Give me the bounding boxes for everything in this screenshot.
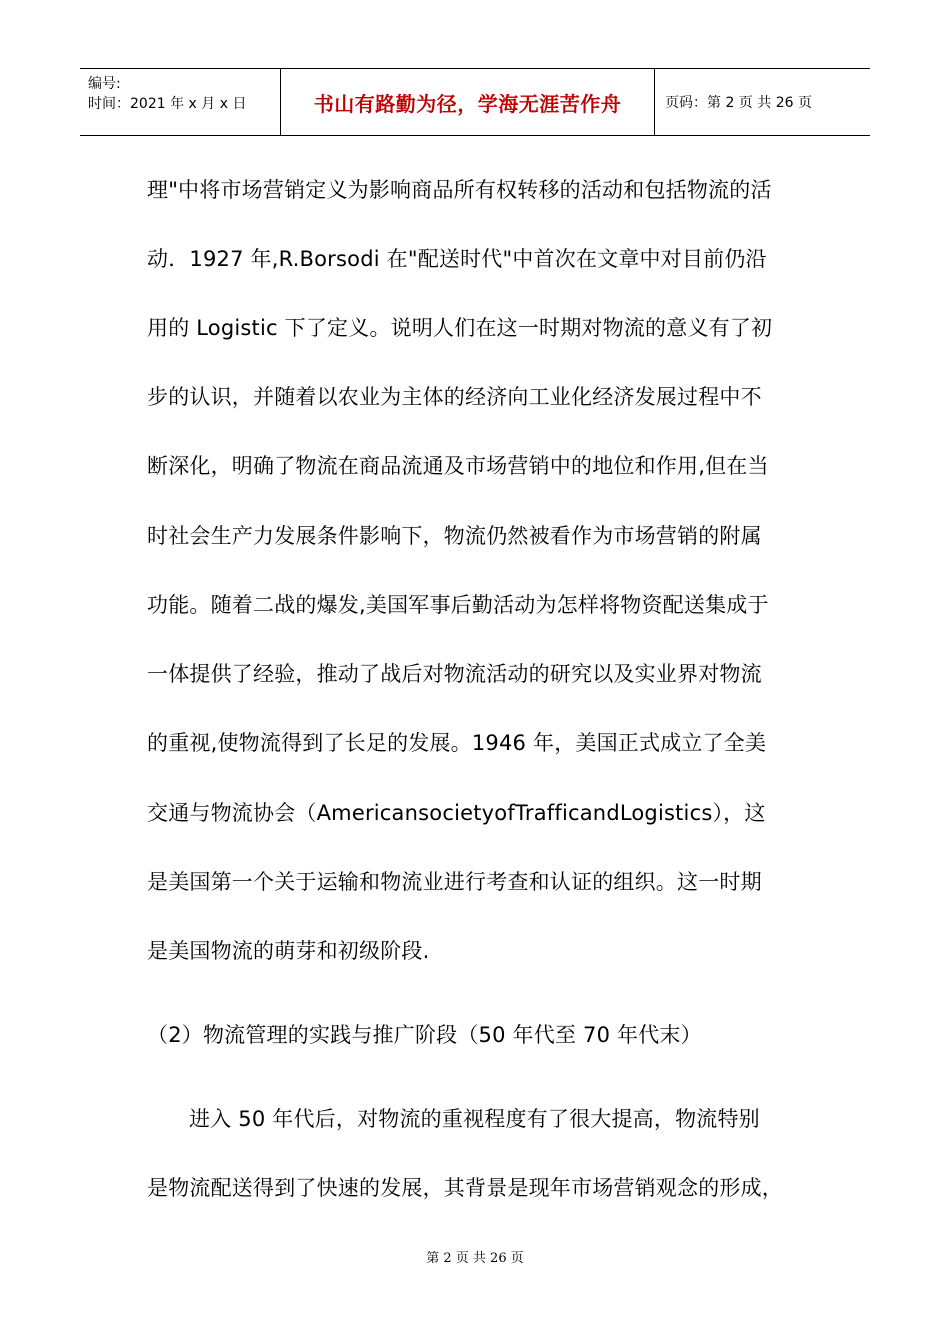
body-line: 动．1927 年,R.Borsodi 在"配送时代"中首次在文章中对目前仍沿 xyxy=(147,247,767,271)
body-line: 一体提供了经验，推动了战后对物流活动的研究以及实业界对物流 xyxy=(147,662,762,686)
body-line: 进入 50 年代后，对物流的重视程度有了很大提高，物流特别 xyxy=(189,1107,760,1131)
header-page-cell xyxy=(655,69,870,135)
page-footer: 第 2 页 共 26 页 xyxy=(426,1251,524,1266)
body-line: 时社会生产力发展条件影响下，物流仍然被看作为市场营销的附属 xyxy=(147,524,762,548)
header-page-info: 页码：第 2 页 共 26 页 xyxy=(665,95,812,111)
header-motto-cell xyxy=(281,69,655,135)
document-time-label: 时间：2021 年 x 月 x 日 xyxy=(88,96,247,112)
body-line: 用的 Logistic 下了定义。说明人们在这一时期对物流的意义有了初 xyxy=(147,316,773,340)
header-motto: 书山有路勤为径，学海无涯苦作舟 xyxy=(313,91,622,116)
body-line: 功能。随着二战的爆发,美国军事后勤活动为怎样将物资配送集成于 xyxy=(147,593,769,617)
header-meta-cell xyxy=(80,69,281,135)
body-line: 的重视,使物流得到了长足的发展。1946 年，美国正式成立了全美 xyxy=(147,731,767,755)
document-number-label: 编号: xyxy=(88,76,121,92)
section-heading: （2）物流管理的实践与推广阶段（50 年代至 70 年代末） xyxy=(147,1023,702,1047)
body-line: 步的认识，并随着以农业为主体的经济向工业化经济发展过程中不 xyxy=(147,385,762,409)
page-header xyxy=(80,68,870,136)
body-line: 交通与物流协会（AmericansocietyofTrafficandLogistics），这 xyxy=(147,801,766,825)
body-line: 理"中将市场营销定义为影响商品所有权转移的活动和包括物流的活 xyxy=(147,178,772,202)
body-line: 是物流配送得到了快速的发展，其背景是现年市场营销观念的形成， xyxy=(147,1176,783,1200)
body-line: 是美国第一个关于运输和物流业进行考查和认证的组织。这一时期 xyxy=(147,870,762,894)
body-line: 是美国物流的萌芽和初级阶段. xyxy=(147,939,430,963)
body-line: 断深化，明确了物流在商品流通及市场营销中的地位和作用,但在当 xyxy=(147,454,769,478)
